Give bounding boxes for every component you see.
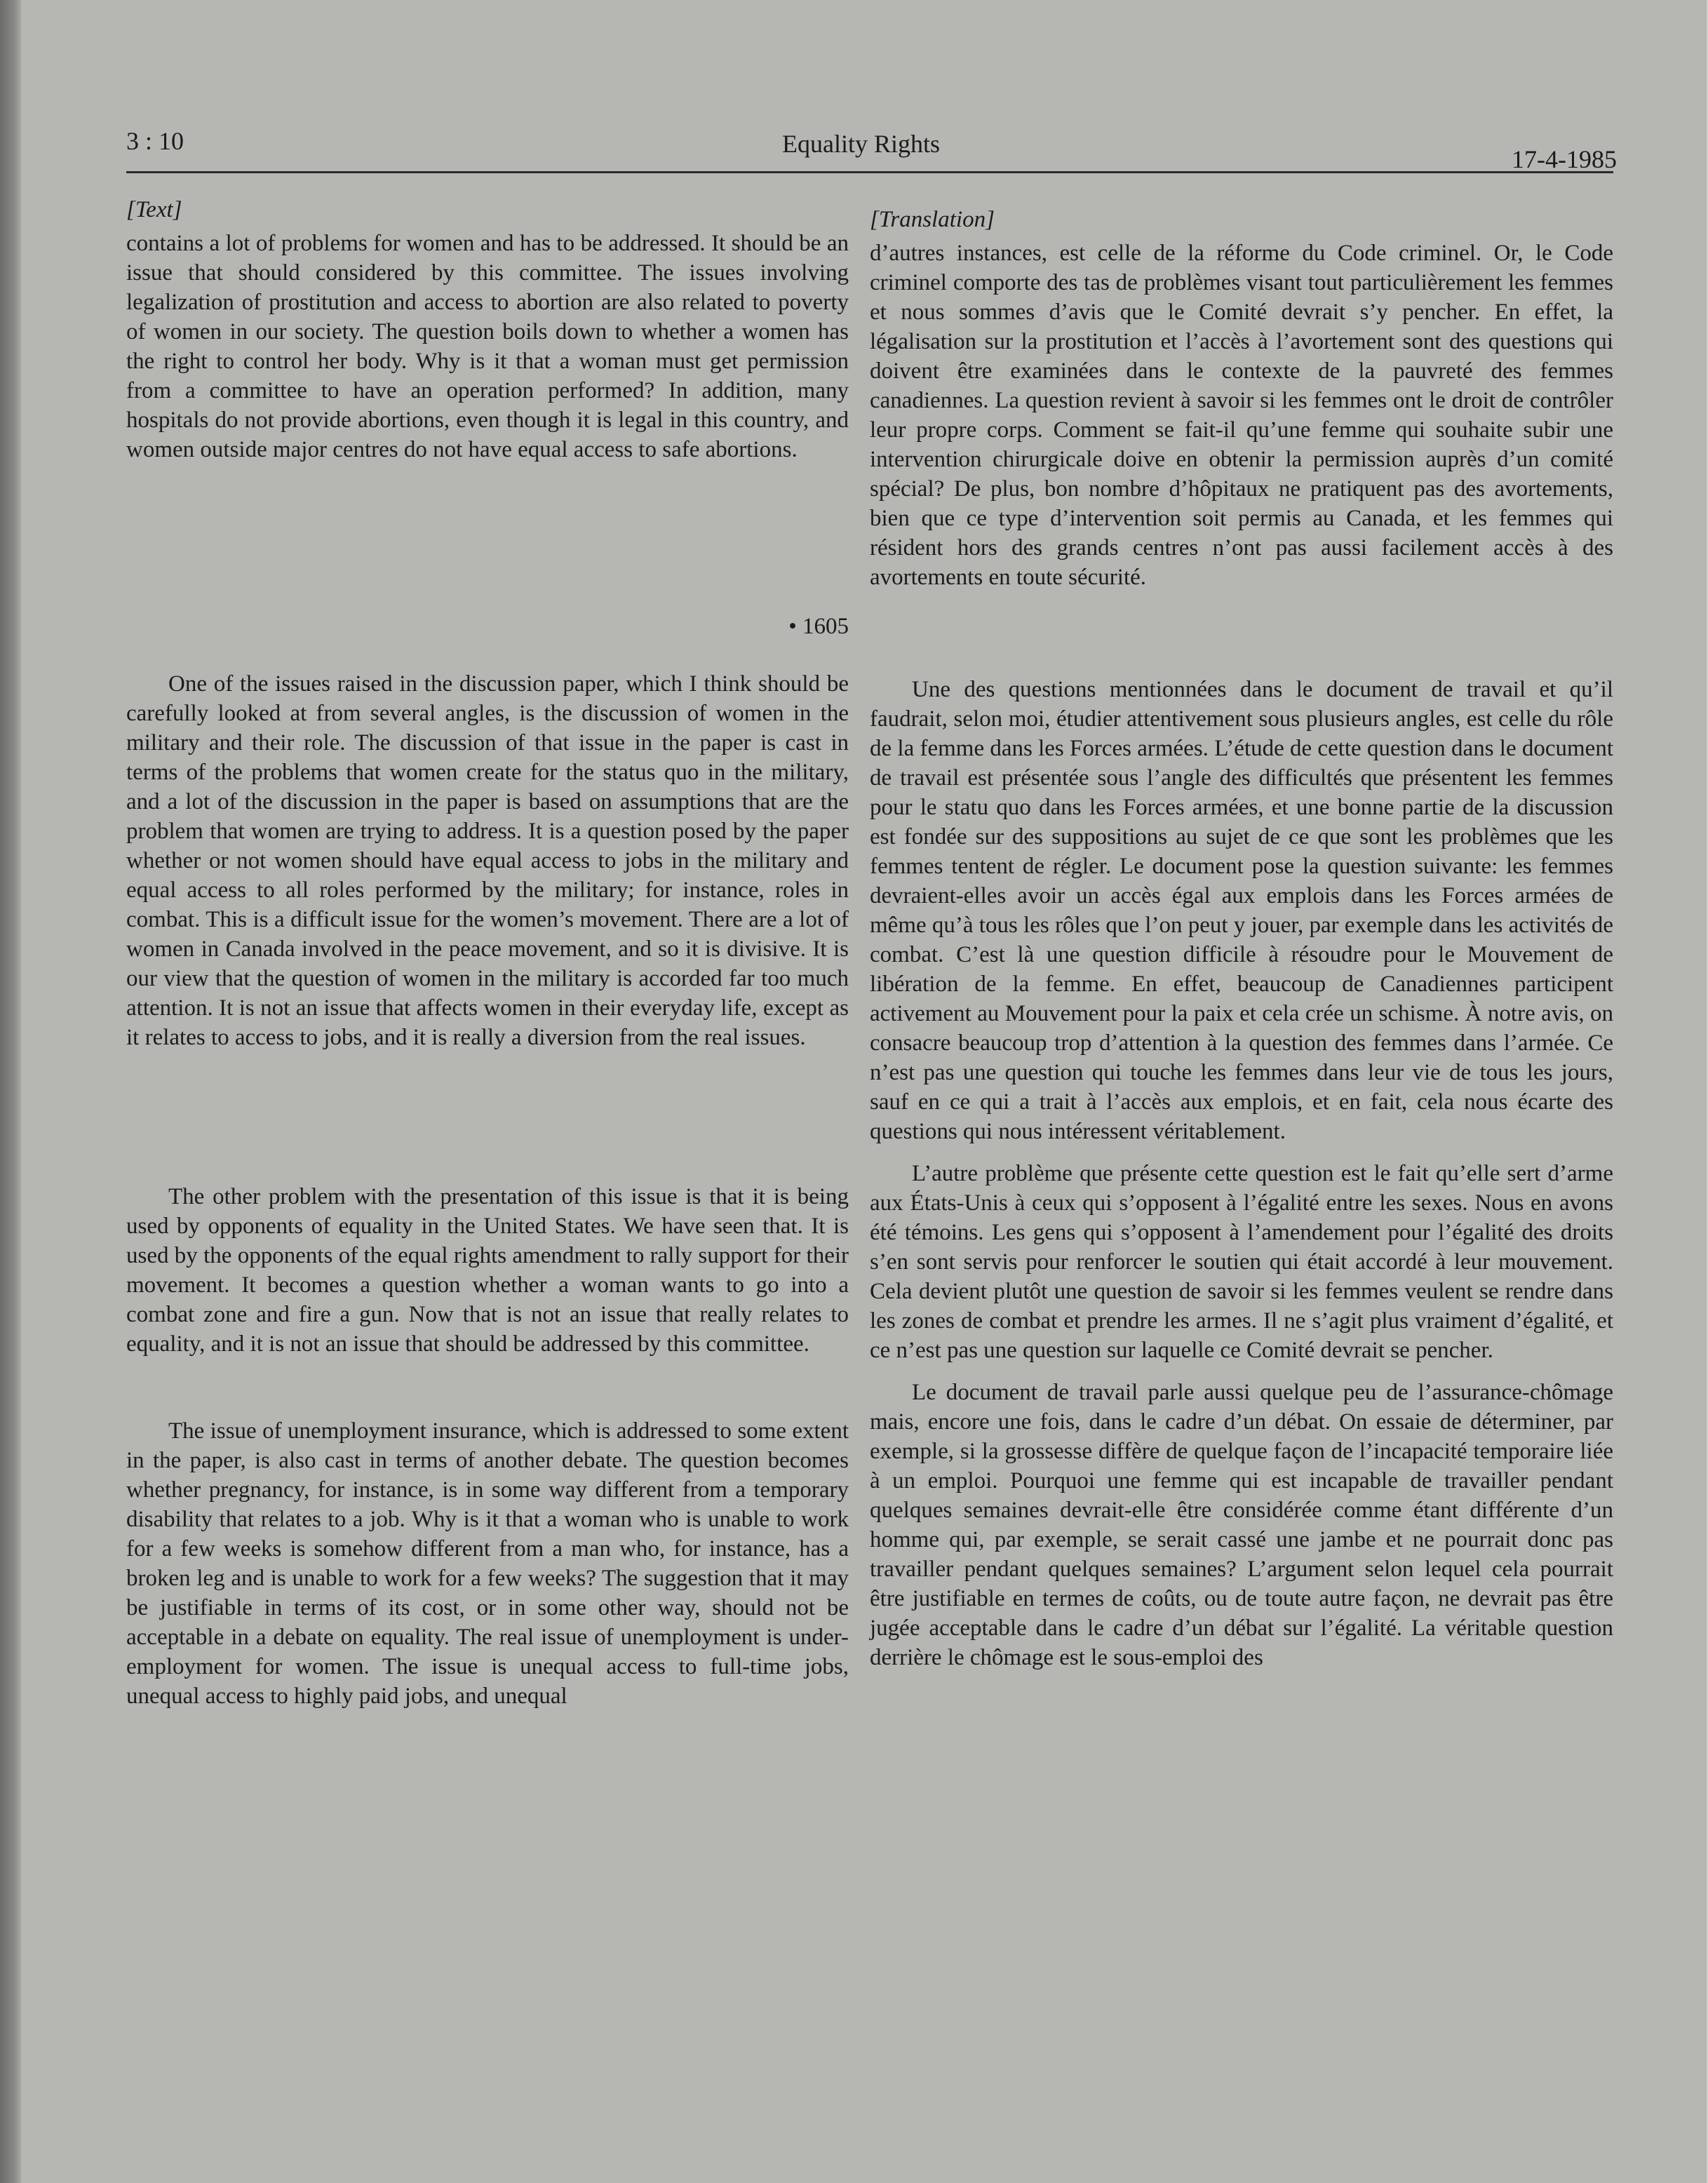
french-column — [870, 205, 1613, 1672]
time-marker: • 1605 — [788, 614, 849, 639]
french-paragraph-3: L’autre problème que présente cette question est le fait qu’elle sert d’arme aux États-Unis à ceux qui s’opposent à l’égalité entre les sexes. Nous en avons été témoins. Les gens qui s’opposent à l’amendement pour l’égalité des droits s’en sont servis pour renforcer le soutien qui était accordé à leur mouvement. Cela devient plutôt une question de savoir si les femmes veulent se rendre dans les zones de combat et prendre les armes. Il ne s’agit plus vraiment d’égalité, et ce n’est pas une question sur laquelle ce Comité devrait se pencher. — [870, 1161, 1613, 1363]
text-label: [Text] — [126, 197, 182, 222]
page-edge — [0, 0, 21, 2183]
english-paragraph-3: The other problem with the presentation of this issue is that it is being used by opponents of equality in the United States. We have seen that. It is used by the opponents of the equal rights amendment to rally support for their movement. It becomes a question whether a woman wants to go into a combat zone and fire a gun. Now that is not an issue that really relates to equality, and it is not an issue that should be addressed by this committee. — [126, 1184, 849, 1357]
english-paragraph-1: contains a lot of problems for women and has to be addressed. It should be an issue that should considered by this committee. The issues involving legalization of prostitution and access to abortion are also related to poverty of women in our society. The question boils down to whether a women has the right to control her body. Why is it that a woman must get permission from a committee to have an operation performed? In addition, many hospitals do not provide abortions, even though it is legal in this country, and women outside major centres do not have equal access to safe abortions. — [126, 231, 849, 462]
page-number: 3 : 10 — [126, 127, 184, 155]
english-column — [126, 195, 849, 1711]
header-rule — [126, 171, 1613, 173]
english-paragraph-4: The issue of unemployment insurance, which is addressed to some extent in the paper, is also cast in terms of another debate. The question becomes whether pregnancy, for instance, is in some way different from a temporary disability that relates to a job. Why is it that a woman who is unable to work for a few weeks is somehow different from a man who, for instance, has a broken leg and is unable to work for a few weeks? The suggestion that it may be justifiable in terms of its cost, or in some other way, should not be acceptable in a debate on equality. The real issue of unemployment is under-employment for women. The issue is unequal access to full-time jobs, unequal access to highly paid jobs, and unequal — [126, 1418, 849, 1709]
french-paragraph-4: Le document de travail parle aussi quelque peu de l’assurance-chômage mais, encore une fois, dans le cadre d’un débat. On essaie de déterminer, par exemple, si la grossesse diffère de quelque façon de l’incapacité temporaire liée à un emploi. Pourquoi une femme qui est incapable de travailler pendant quelques semaines devrait-elle être considérée comme étant différente d’un homme qui, par exemple, se serait cassé une jambe et ne pourrait donc pas travailler pendant quelques semaines? L’argument selon lequel cela pourrait être justifiable en termes de coûts, ou de toute autre façon, ne devrait pas être jugée acceptable dans le cadre d’un débat sur l’égalité. La véritable question derrière le chômage est le sous-emploi des — [870, 1380, 1613, 1670]
english-paragraph-2: One of the issues raised in the discussion paper, which I think should be carefully looked at from several angles, is the discussion of women in the military and their role. The discussion of that issue in the paper is cast in terms of the problems that women create for the status quo in the military, and a lot of the discussion in the paper is based on assumptions that are the problem that women are trying to address. It is a question posed by the paper whether or not women should have equal access to jobs in the military and equal access to all roles performed by the military; for instance, roles in combat. This is a difficult issue for the women’s movement. There are a lot of women in Canada involved in the peace movement, and so it is divisive. It is our view that the question of women in the military is accorded far too much attention. It is not an issue that affects women in their everyday life, except as it relates to access to jobs, and it is really a diversion from the real issues. — [126, 671, 849, 1050]
header-date: 17-4-1985 — [1512, 145, 1617, 173]
french-paragraph-1: d’autres instances, est celle de la réforme du Code criminel. Or, le Code criminel comporte des tas de problèmes visant tout particulièrement les femmes et nous sommes d’avis que le Comité devrait s’y pencher. En effet, la légalisation sur la prostitution et l’accès à l’avortement sont des questions qui doivent être examinées dans le contexte de la pauvreté des femmes canadiennes. La question revient à savoir si les femmes ont le droit de contrôler leur propre corps. Comment se fait-il qu’une femme qui souhaite subir une intervention chirurgicale doive en obtenir la permission auprès d’un comité spécial? De plus, bon nombre d’hôpitaux ne pratiquent pas des avortements, bien que ce type d’intervention soit permis au Canada, et les femmes qui résident hors des grands centres n’ont pas aussi facilement accès à des avortements en toute sécurité. — [870, 241, 1613, 590]
french-paragraph-2: Une des questions mentionnées dans le document de travail et qu’il faudrait, selon moi, étudier attentivement sous plusieurs angles, est celle du rôle de la femme dans les Forces armées. L’étude de cette question dans le document de travail est présentée sous l’angle des difficultés que présentent les femmes pour le statu quo dans les Forces armées, et une bonne partie de la discussion est fondée sur des suppositions au sujet de ce que sont les problèmes que les femmes tentent de régler. Le document pose la question suivante: les femmes devraient-elles avoir un accès égal aux emplois dans les Forces armées de même qu’à tous les rôles que l’on peut y jouer, par exemple dans les activités de combat. C’est là une question difficile à résoudre pour le Mouvement de libération de la femme. En effet, beaucoup de Canadiennes participent activement au Mouvement pour la paix et cela crée un schisme. À notre avis, on consacre beaucoup trop d’attention à la question des femmes dans l’armée. Ce n’est pas une question qui touche les femmes dans leur vie de tous les jours, sauf en ce qui a trait à l’accès aux emplois, et en fait, cela nous écarte des questions qui nous intéressent véritablement. — [870, 677, 1613, 1144]
running-title: Equality Rights — [782, 130, 940, 158]
translation-label: [Translation] — [870, 207, 995, 232]
page-header — [105, 126, 1617, 173]
